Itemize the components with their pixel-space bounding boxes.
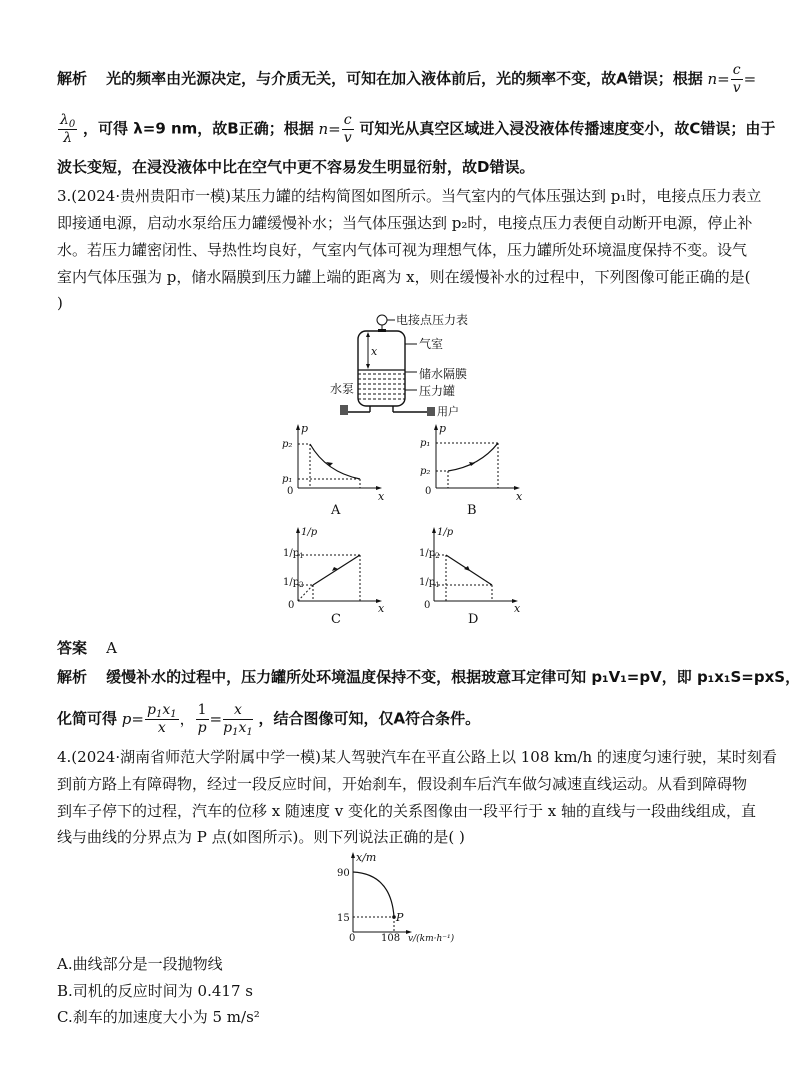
analysis-text: ，结合图像可知，仅A符合条件。: [258, 709, 481, 728]
y-tick-15: 15: [337, 913, 350, 924]
chamber-label: 气室: [419, 337, 444, 351]
q4-option-C: C.刹车的加速度大小为 5 m/s²: [57, 1008, 260, 1026]
x-axis-label: x: [516, 490, 523, 503]
analysis-text: 可知光从真空区域进入浸没液体传播速度变小，故C错误；由于: [359, 119, 776, 138]
y-tick-high: $1/p_1$: [283, 548, 304, 560]
q2-analysis-line2: [57, 112, 775, 147]
y-tick-low: p₁: [282, 474, 293, 485]
point-P-label: P: [396, 911, 404, 924]
q4-stem-line2: 到前方路上有障碍物，经过一段反应时间，开始刹车，假设刹车后汽车做匀减速直线运动。从看到障碍物: [57, 775, 748, 793]
graph-D: [412, 525, 527, 615]
x-axis-label: v/(km·h⁻¹): [408, 934, 455, 944]
graph-C: [276, 525, 391, 615]
y-tick-90: 90: [337, 868, 350, 879]
origin-label: 0: [288, 600, 295, 611]
analysis-text: 缓慢补水的过程中，压力罐所处环境温度保持不变，根据玻意耳定律可知 p₁V₁=pV，即 p₁x₁S=pxS，: [106, 668, 800, 686]
q3-stem-line2: 即接通电源，启动水泵给压力罐缓慢补水；当气体压强达到 p₂时，电接点压力表便自动断开电源，停止补: [57, 214, 753, 232]
graph-B-caption: B: [467, 503, 477, 518]
pressure-tank-diagram: [325, 312, 505, 420]
q4-option-A: A.曲线部分是一段抛物线: [57, 955, 223, 973]
y-tick-high: p₂: [282, 439, 293, 450]
answer-value: A: [106, 639, 117, 657]
tank-label: 压力罐: [419, 384, 456, 398]
formula-p: p= $\frac{p_1x_1}{x}$ ， $\frac{1}{p}$ = $\frac{x}{p_1x_1}$: [121, 702, 253, 738]
y-tick-low: p₂: [420, 466, 431, 477]
x-axis-label: x: [378, 490, 385, 503]
origin-label: 0: [425, 486, 432, 497]
y-axis-label: 1/p: [301, 527, 318, 538]
user-label: 用户: [437, 405, 459, 418]
analysis-label: 解析: [57, 668, 88, 686]
y-tick-low: $1/p_1$: [419, 577, 440, 589]
gauge-label: 电接点压力表: [396, 313, 469, 327]
answer-label: 答案: [57, 639, 88, 657]
x-axis-label: x: [514, 602, 521, 615]
analysis-text: ，可得 λ=9 nm，故B正确；根据: [83, 119, 314, 138]
y-tick-high: $1/p_2$: [419, 548, 440, 560]
q4-stem-line1: 4.(2024·湖南省师范大学附属中学一模)某人驾驶汽车在平直公路上以 108 km/h 的速度匀速行驶，某时刻看: [57, 748, 777, 766]
lambda-fraction: $\frac{\lambda_0}{\lambda}$: [60, 112, 76, 146]
x-label: x: [371, 345, 378, 358]
q3-stem-line3: 水。若压力罐密闭性、导热性均良好，气室内气体可视为理想气体，压力罐所处环境温度保持不变。设气: [57, 241, 748, 259]
q4-xv-graph: [334, 850, 464, 944]
x-axis-label: x: [378, 602, 385, 615]
q3-stem-line4: 室内气体压强为 p，储水隔膜到压力罐上端的距离为 x，则在缓慢补水的过程中，下列图像可能正确的是(: [57, 268, 751, 286]
q4-stem-line3: 到车子停下的过程，汽车的位移 x 随速度 v 变化的关系图像由一段平行于 x 轴的直线与一段曲线组成，直: [57, 802, 757, 820]
q4-stem-line4: 线与曲线的分界点为 P 点(如图所示)。则下列说法正确的是( ): [57, 828, 465, 846]
y-axis-label: p: [301, 422, 309, 435]
graph-C-caption: C: [331, 612, 341, 627]
graph-A-caption: A: [331, 503, 341, 518]
y-axis-label: p: [439, 422, 447, 435]
analysis-text: 光的频率由光源决定，与介质无关，可知在加入液体前后，光的频率不变，故A错误；根据: [106, 69, 703, 88]
origin-label: 0: [287, 486, 294, 497]
origin-label: 0: [424, 600, 431, 611]
graph-D-caption: D: [468, 612, 479, 627]
q3-answer: [57, 638, 117, 658]
y-tick-high: p₁: [420, 438, 431, 449]
x-tick-108: 108: [381, 933, 401, 944]
q3-analysis-line1: [57, 667, 800, 687]
q3-analysis-line2: [57, 702, 480, 737]
q3-stem-line5: ): [57, 294, 63, 312]
formula-n2: n= $\frac{c}{v}$: [318, 112, 352, 146]
analysis-label: 解析: [57, 69, 88, 88]
analysis-text: 化简可得: [57, 709, 118, 728]
q2-analysis-line1: [57, 62, 756, 97]
y-tick-low: $1/p_2$: [283, 577, 304, 589]
pump-label: 水泵: [330, 382, 355, 396]
membrane-label: 储水隔膜: [419, 367, 468, 381]
q3-stem-line1: 3.(2024·贵州贵阳市一模)某压力罐的结构简图如图所示。当气室内的气体压强达到 p₁时，电接点压力表立: [57, 187, 762, 205]
formula-n: n= $\frac{c}{v}$ =: [707, 62, 757, 96]
origin-label: 0: [349, 933, 356, 944]
q4-option-B: B.司机的反应时间为 0.417 s: [57, 982, 253, 1000]
y-axis-label: x/m: [356, 851, 377, 864]
y-axis-label: 1/p: [437, 527, 454, 538]
q2-analysis-line3: 波长变短，在浸没液体中比在空气中更不容易发生明显衍射，故D错误。: [57, 158, 535, 176]
